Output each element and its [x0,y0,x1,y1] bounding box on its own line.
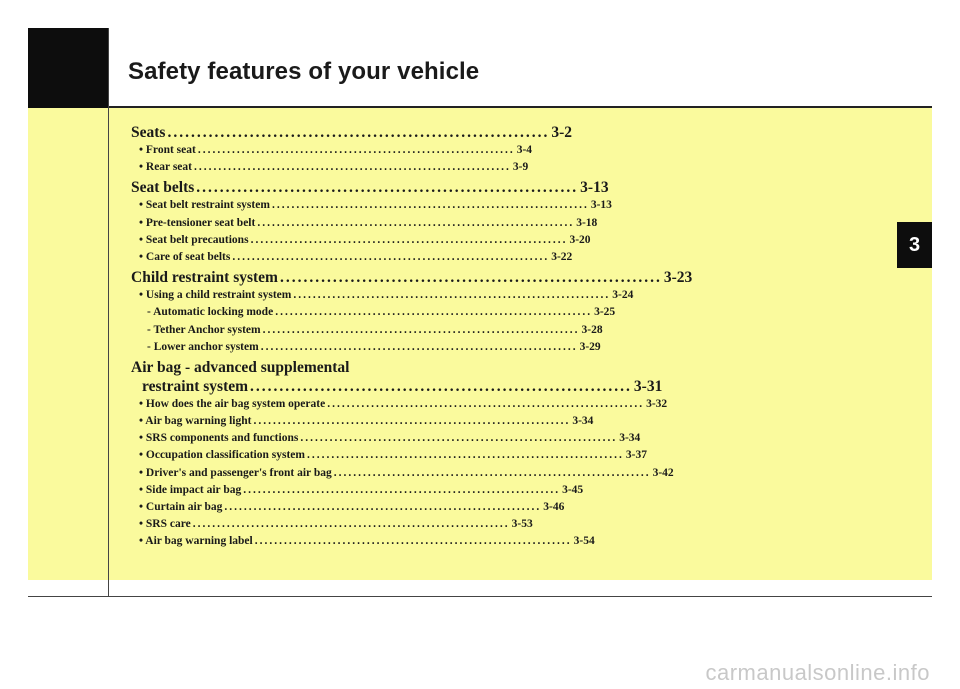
toc-leader: ................................................................. [250,233,568,246]
toc-page-number: 3-45 [562,483,584,496]
toc-page-number: 3-13 [580,179,609,197]
toc-entry-seat-belt-restraint[interactable] [131,199,612,216]
toc-entry-how-air-bag-operates[interactable] [131,397,668,415]
toc-leader: ................................................................. [327,397,645,410]
toc-page-number: 3-29 [579,340,601,353]
toc-page-number: 3-46 [543,501,565,513]
toc-entry-label: restraint system [142,377,249,395]
toc-entry-label: • Seat belt restraint system [139,199,270,212]
toc-leader: ................................................................. [275,306,593,319]
toc-entry-automatic-locking[interactable] [131,306,616,323]
toc-page-number: 3-25 [594,306,616,319]
toc-entry-air-bag-line1[interactable]: Air bag - advanced supplemental [131,358,350,376]
toc-page-number: 3-37 [625,449,647,462]
toc-page-number: 3-22 [551,250,573,263]
toc-leader: ................................................................. [167,124,550,141]
toc-entry-seats[interactable] [131,124,572,144]
toc-entry-occupant-classification[interactable] [131,449,647,466]
toc-leader: ................................................................. [192,518,510,531]
toc-page-number: 3-20 [569,233,591,246]
toc-entry-front-seat[interactable] [131,144,533,161]
toc-leader: ................................................................. [260,340,578,353]
watermark: carmanualsonline.info [705,660,930,685]
toc-page-number: 3-18 [576,216,598,229]
toc-entry-label: • Air bag warning light [139,415,252,428]
toc-page-number: 3-34 [572,415,594,428]
toc-entry-label: • Seat belt precautions [139,233,249,246]
toc-page-number: 3-28 [581,323,603,336]
table-of-contents [131,123,693,553]
toc-entry-label: • Driver's and passenger's front air bag [139,466,332,479]
toc-entry-label: • SRS care [139,518,191,531]
toc-entry-rear-seat[interactable] [131,161,529,178]
toc-page-number: 3-4 [516,144,533,156]
toc-entry-front-air-bag[interactable] [131,466,674,484]
toc-entry-air-bag-warning-label[interactable] [131,535,595,552]
toc-entry-label: • SRS components and functions [139,432,299,445]
toc-leader: ................................................................. [243,483,561,496]
toc-entry-using-child-restraint[interactable] [131,289,634,306]
toc-page-number: 3-42 [652,466,674,479]
toc-leader: ................................................................. [253,415,571,428]
toc-leader: ................................................................. [271,199,589,212]
chapter-tab[interactable]: 3 [897,222,932,268]
toc-entry-air-bag-warning-light[interactable] [131,415,594,432]
toc-entry-label: Seat belts [131,179,195,197]
toc-page-number: 3-23 [663,269,693,287]
toc-entry-seat-belts[interactable] [131,179,609,199]
toc-leader: ................................................................. [293,289,611,302]
toc-entry-side-impact-air-bag[interactable] [131,483,584,501]
toc-leader: ................................................................. [254,535,572,548]
toc-entry-label: • Pre-tensioner seat belt [139,216,256,229]
toc-entry-label: Seats [131,124,166,141]
toc-entry-label: - Automatic locking mode [147,306,274,319]
toc-page-number: 3-53 [511,518,533,531]
toc-leader: ................................................................. [333,466,651,479]
toc-entry-air-bag[interactable] [131,377,663,398]
toc-leader: ................................................................. [262,323,580,336]
toc-leader: ................................................................. [224,501,542,513]
toc-entry-label: - Lower anchor system [147,340,259,353]
toc-entry-label: • Curtain air bag [139,501,223,513]
toc-leader: ................................................................. [197,144,515,156]
toc-entry-tether-anchor[interactable] [131,323,603,341]
toc-entry-label: • Using a child restraint system [139,289,292,302]
toc-entry-srs-care[interactable] [131,518,533,535]
toc-entry-label: • Air bag warning label [139,535,253,548]
toc-page-number: 3-32 [646,397,668,410]
toc-entry-label: • Side impact air bag [139,483,242,496]
toc-leader: ................................................................. [300,432,618,445]
toc-entry-label: • Care of seat belts [139,250,231,263]
vertical-rule [108,28,109,596]
toc-page-number: 3-13 [590,199,612,212]
toc-entry-srs-components[interactable] [131,432,641,449]
toc-entry-label: - Tether Anchor system [147,323,261,336]
toc-page-number: 3-24 [612,289,634,302]
page-title: Safety features of your vehicle [128,58,480,85]
toc-entry-label: • Front seat [139,144,196,156]
toc-entry-child-restraint[interactable] [131,269,693,289]
toc-entry-seat-belt-precautions[interactable] [131,233,591,251]
toc-page-number: 3-34 [619,432,641,445]
toc-entry-label: • Rear seat [139,161,192,174]
toc-leader: ................................................................. [279,269,662,287]
corner-block [28,28,109,108]
toc-entry-label: • Occupation classification system [139,449,305,462]
toc-entry-care-of-seat-belts[interactable] [131,250,573,268]
toc-leader: ................................................................. [232,250,550,263]
toc-page-number: 3-54 [573,535,595,548]
toc-leader: ................................................................. [194,161,511,174]
toc-page-number: 3-9 [512,161,529,174]
toc-entry-label: Child restraint system [131,269,278,287]
toc-entry-label: • How does the air bag system operate [139,397,326,410]
toc-leader: ................................................................. [250,377,632,395]
toc-entry-lower-anchor[interactable] [131,340,601,358]
toc-entry-pre-tensioner[interactable] [131,216,598,234]
toc-leader: ................................................................. [306,449,624,462]
toc-page-number: 3-2 [551,124,572,141]
toc-leader: ................................................................. [196,179,579,197]
toc-entry-curtain-air-bag[interactable] [131,501,565,518]
toc-page-number: 3-31 [633,377,663,395]
toc-leader: ................................................................. [257,216,575,229]
bottom-rule [28,596,932,597]
